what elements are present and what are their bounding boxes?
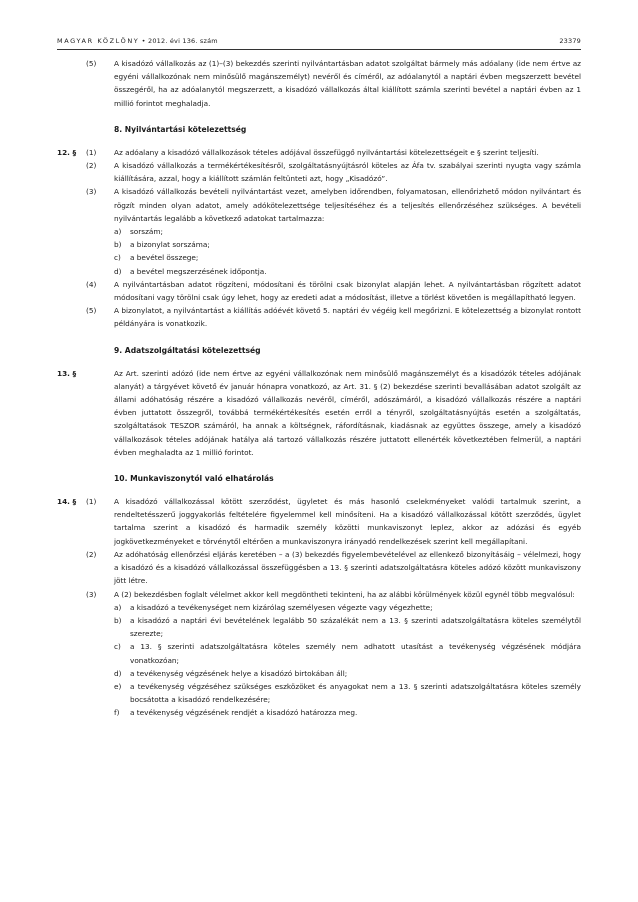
list-text: a tevékenység végzésének helye a kisadózó birtokában áll; xyxy=(130,668,348,678)
paragraph-number: (5) xyxy=(86,306,97,316)
list-text: a bizonylat sorszáma; xyxy=(130,240,210,250)
paragraph-text: A kisadózó vállalkozás az (1)–(3) bekezdés szerinti nyilvántartásban adatot szolgáltat bármely más adóalany (ide nem értve az egyéni vállalkozónak nem minősülő magánszemélyt) nevéről és címéről, az adóalanytól a naptári évben megszerzett bevétel összegéről, ha az adóalanytól megszerzett, a kisadózó vállalkozás által kiállított számla szerinti bevétel a naptári évben az 1 millió forintot meghaladja. xyxy=(114,59,581,108)
paragraph-number: (2) xyxy=(86,161,97,171)
list-item xyxy=(114,251,581,264)
section-number: 13. § xyxy=(57,368,77,378)
paragraph-14-2 xyxy=(57,548,581,588)
paragraph-14-3 xyxy=(57,588,581,601)
list-letter: b) xyxy=(114,240,122,250)
paragraph-text: A (2) bekezdésben foglalt vélelmet akkor kell megdöntheti tekinteni, ha az alábbi körülmények közül egynél több megvalósul: xyxy=(114,589,575,599)
list-item xyxy=(114,667,581,680)
paragraph-number: (3) xyxy=(86,589,97,599)
paragraph-number: (3) xyxy=(86,187,97,197)
list-item xyxy=(114,640,581,666)
paragraph-number: (2) xyxy=(86,549,97,559)
list-text: a 13. § szerinti adatszolgáltatásra köteles személy nem adhatott utasítást a tevékenység végzésének módjára vonatkozóan; xyxy=(130,642,581,665)
list-item xyxy=(114,238,581,251)
list-letter: e) xyxy=(114,681,122,691)
paragraph-12-4 xyxy=(57,278,581,304)
section-number: 12. § xyxy=(57,147,77,157)
list-item xyxy=(114,706,581,719)
paragraph-number: (4) xyxy=(86,279,97,289)
paragraph-13 xyxy=(57,367,581,459)
paragraph-12-5 xyxy=(57,304,581,330)
paragraph-text: A nyilvántartásban adatot rögzíteni, módosítani és törölni csak bizonylat alapján lehet. A nyilvántartásban rögzített adatot módosítani vagy törölni csak úgy lehet, hogy az eredeti adat a módosítást, illetve a törlést követően is megállapítható legyen. xyxy=(114,279,581,303)
list-item xyxy=(114,265,581,278)
section-title-9: 9. Adatszolgáltatási kötelezettség xyxy=(114,345,261,355)
paragraph-14-1 xyxy=(57,495,581,548)
section-number: 14. § xyxy=(57,497,77,507)
list-text: a bevétel összege; xyxy=(130,253,199,263)
document-body xyxy=(57,57,581,720)
list-letter: c) xyxy=(114,253,121,263)
paragraph-text: A bizonylatot, a nyilvántartást a kiállítás adóévét követő 5. naptári év végéig kell megőrizni. E kötelezettség a bizonylat rontott példányára is vonatkozik. xyxy=(114,306,581,329)
paragraph-number: (1) xyxy=(86,147,97,157)
paragraph-number: (5) xyxy=(86,59,97,68)
paragraph-text: A kisadózó vállalkozás a termékértékesítésről, szolgáltatásnyújtásról köteles az Áfa tv. szabályai szerinti nyugta vagy számla kiállítására, azzal, hogy a kiállított számlán feltünteti azt, hogy „Kisadózó”. xyxy=(114,161,581,184)
list-item xyxy=(114,225,581,238)
issue-label: 2012. évi 136. szám xyxy=(147,37,218,45)
list-text: a kisadózó a tevékenységet nem kizárólag személyesen végezte vagy végezhette; xyxy=(130,602,433,612)
page-header xyxy=(57,37,581,45)
list-text: a tevékenység végzésének rendjét a kisadózó határozza meg. xyxy=(130,708,358,718)
paragraph-11-5 xyxy=(57,57,581,110)
paragraph-number: (1) xyxy=(86,497,97,507)
paragraph-12-1 xyxy=(57,146,581,159)
list-letter: a) xyxy=(114,602,122,612)
list-item xyxy=(114,680,581,706)
header-bullet: • xyxy=(141,37,146,45)
list-text: sorszám; xyxy=(130,227,163,237)
list-letter: d) xyxy=(114,266,122,276)
section-title-10: 10. Munkaviszonytól való elhatárolás xyxy=(114,474,274,484)
list-letter: d) xyxy=(114,668,122,678)
section-title-8: 8. Nyilvántartási kötelezettség xyxy=(114,124,247,134)
list-letter: f) xyxy=(114,708,120,718)
page-number: 23379 xyxy=(559,37,581,45)
header-left xyxy=(57,37,218,45)
list-letter: a) xyxy=(114,227,122,237)
paragraph-text: Az Art. szerinti adózó (ide nem értve az egyéni vállalkozónak nem minősülő magánszemélyt és a kisadózók tételes adójának alanyát) a tárgyévet követő év január hónapra vonatkozó, az Art. 31. § (2) bekezdése szerinti bevallásában adatot szolgált az állami adóhatóság részére a kisadózó vállalkozás nevéről, címéről, adószámáról, a kisadózó vállalkozás részére a naptári évben juttatott összegről, továbbá termékértékesítés esetén erről a tényről, szolgáltatásnyújtás esetén a szolgáltatás, szolgáltatások TESZOR számáról, ha annak a költségnek, ráfordításnak, kiadásnak az együttes összege, amely a kisadózó vállalkozások tételes adójának hatálya alá tartozó vállalkozás részére juttatott ellenérték következtében felmerül, a naptári évben meghaladta az 1 millió forintot. xyxy=(114,368,581,457)
list-letter: c) xyxy=(114,642,121,652)
publication-name: MAGYAR KÖZLÖNY xyxy=(57,37,140,45)
paragraph-text: Az adóhatóság ellenőrzési eljárás keretében – a (3) bekezdés figyelembevételével az ellenkező bizonyításáig – vélelmezi, hogy a kisadózó és a kisadózó vállalkozással összefüggésben a 13. § szerinti adatszolgáltatásra köteles adózó között munkaviszony jött létre. xyxy=(114,549,581,586)
paragraph-text: Az adóalany a kisadózó vállalkozások tételes adójával összefüggő nyilvántartási kötelezettségeit e § szerint teljesíti. xyxy=(114,147,539,157)
list-text: a tevékenység végzéséhez szükséges eszközöket és anyagokat nem a 13. § szerinti adatszolgáltatásra köteles személy bocsátotta a kisadózó rendelkezésére; xyxy=(130,681,581,705)
list-letter: b) xyxy=(114,615,122,625)
paragraph-12-2 xyxy=(57,159,581,185)
paragraph-text: A kisadózó vállalkozással kötött szerződést, ügyletet és más hasonló cselekményeket valódi tartalmuk szerint, a rendeltetésszerű joggyakorlás feltételére figyelemmel kell minősíteni. Ha a kisadózó vállalkozással kötött szerződés, ügylet tartalma szerint a kisadózó és harmadik személy közötti munkaviszonyt leplez, akkor az adózási és egyéb jogkövetkezményeket e törvénytől eltérően a munkaviszonyra irányadó rendelkezések szerint kell megállapítani. xyxy=(114,497,581,546)
list-text: a bevétel megszerzésének időpontja. xyxy=(130,266,267,276)
list-text: a kisadózó a naptári évi bevételének legalább 50 százalékát nem a 13. § szerinti adatszolgáltatásra köteles személytől szerezte; xyxy=(130,615,581,639)
paragraph-text: A kisadózó vállalkozás bevételi nyilvántartást vezet, amelyben időrendben, folyamatosan, ellenőrizhető módon nyilvántart és rögzít minden olyan adatot, amely adókötelezettsége teljesítéséhez és a teljesítés ellenőrzéséhez szükséges. A bevételi nyilvántartás legalább a következő adatokat tartalmazza: xyxy=(114,187,581,223)
paragraph-12-3 xyxy=(57,185,581,225)
header-rule xyxy=(57,49,581,50)
list-item xyxy=(114,614,581,640)
list-item xyxy=(114,601,581,614)
